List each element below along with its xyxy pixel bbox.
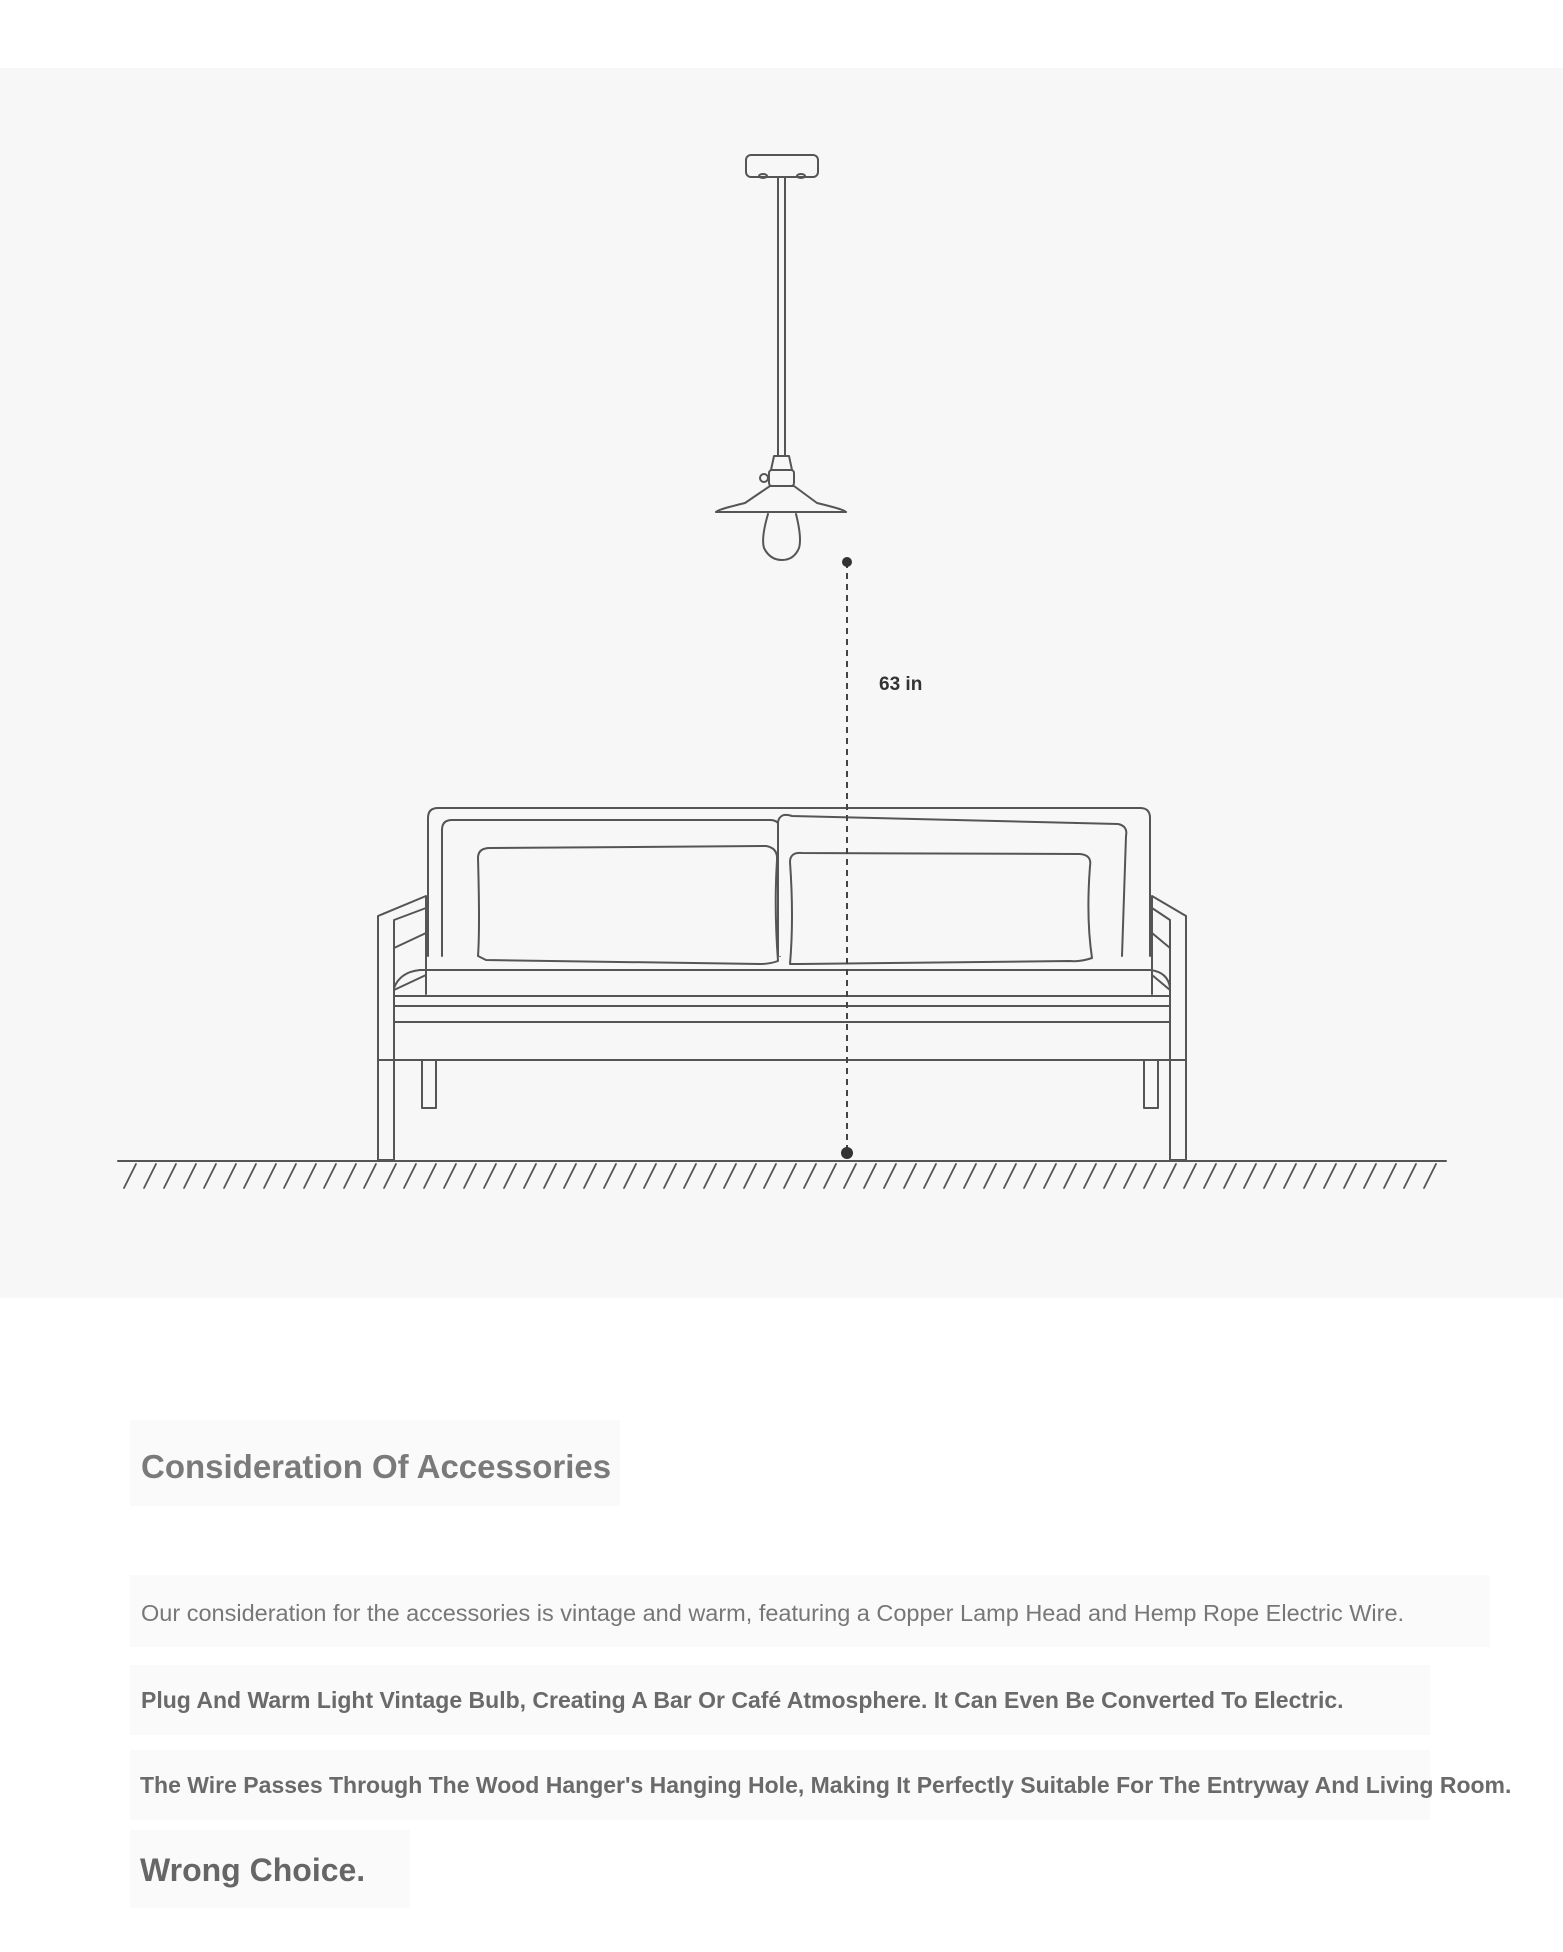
sofa-icon — [378, 808, 1186, 1160]
feature-point: Plug And Warm Light Vintage Bulb, Creating A Bar Or Café Atmosphere. It Can Even Be Converted To Electric. — [141, 1687, 1344, 1713]
feature-point: The Wire Passes Through The Wood Hanger's Hanging Hole, Making It Perfectly Suitable For The Entryway And Living Room. — [140, 1772, 1512, 1798]
section-heading: Consideration Of Accessories — [141, 1448, 612, 1485]
intro-paragraph: Our consideration for the accessories is vintage and warm, featuring a Copper Lamp Head and Hemp Rope Electric Wire. — [141, 1600, 1405, 1626]
floor-hatch-icon — [118, 1161, 1446, 1188]
installation-diagram — [0, 68, 1563, 1298]
pendant-lamp-icon — [716, 155, 846, 560]
wrong-choice-heading: Wrong Choice. — [140, 1852, 366, 1888]
height-measurement-label: 63 in — [879, 674, 923, 695]
installation-illustration — [0, 68, 1563, 1298]
